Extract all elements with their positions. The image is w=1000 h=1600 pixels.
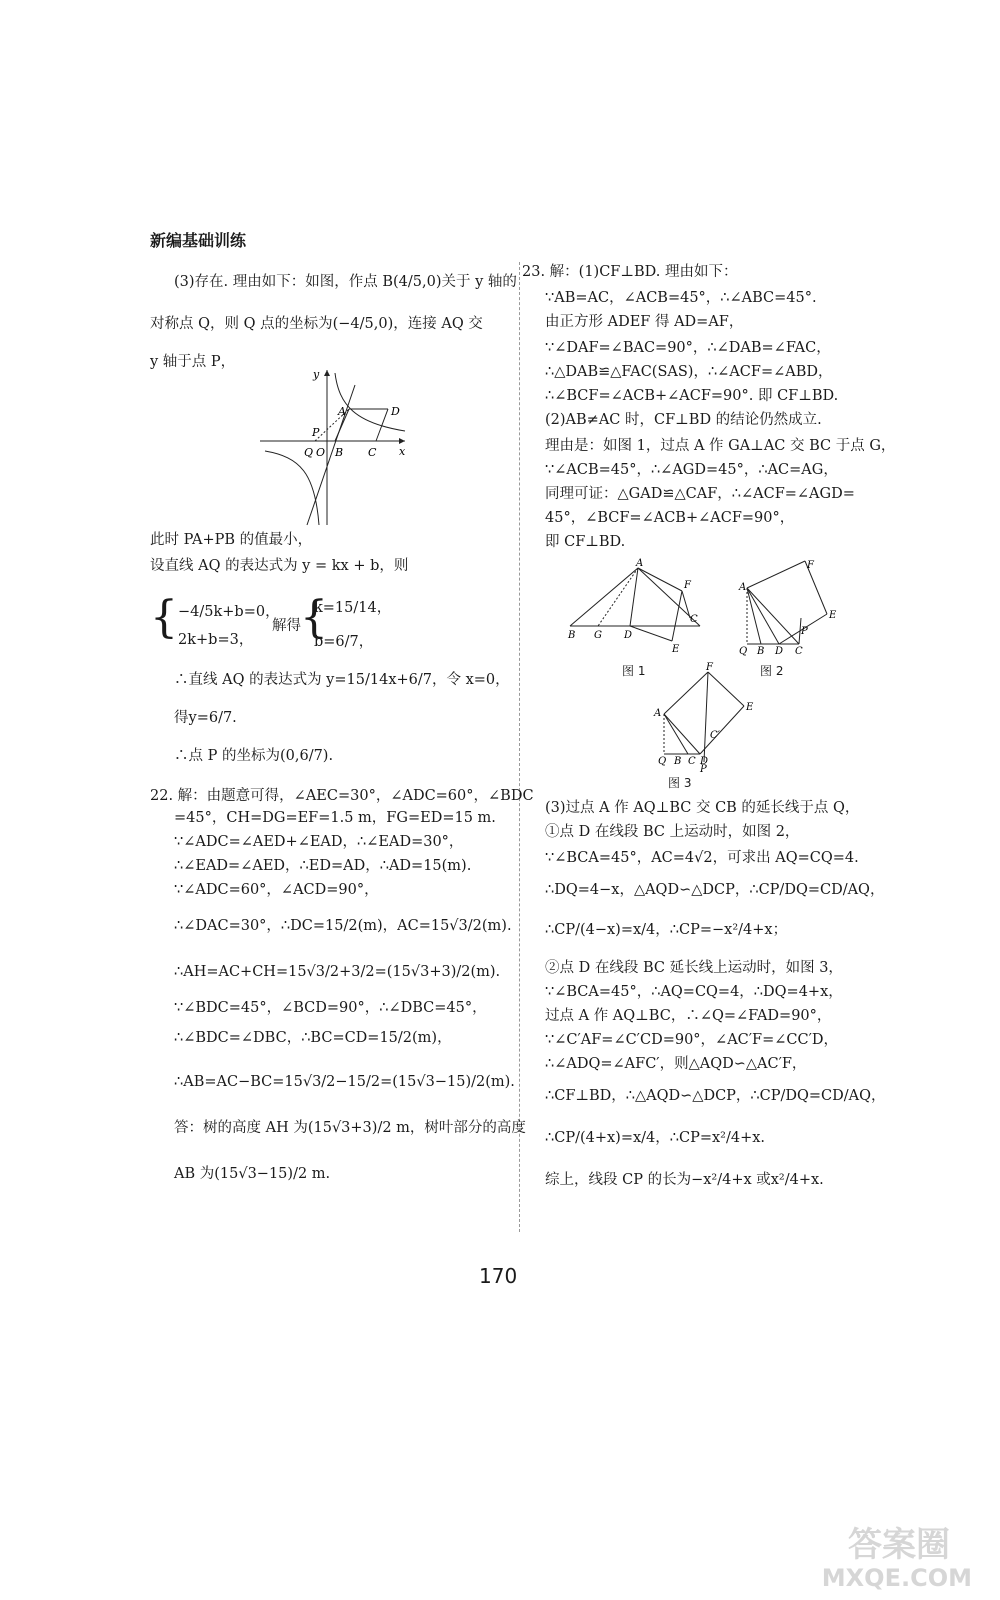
column-divider [519,262,520,1232]
fig-label-c: C [368,446,377,459]
q23b-line-9: ∵∠C′AF=∠C′CD=90°，∠AC′F=∠CC′D， [545,1032,839,1048]
q23-line-8: 理由是：如图 1，过点 A 作 GA⊥AC 交 BC 于点 G， [545,438,896,454]
figure-3-caption: 图 3 [668,776,692,790]
page-number: 170 [479,1264,518,1288]
q23b-line-11: ∴CF⊥BD，∴△AQD∽△DCP，∴CP/DQ=CD/AQ， [545,1088,886,1104]
svg-text:E: E [829,610,837,621]
svg-text:B: B [757,646,765,656]
left-line-6: ∴直线 AQ 的表达式为 y=15/14x+6/7，令 x=0， [174,672,510,688]
q22-line-5: ∵∠ADC=60°，∠ACD=90°， [174,882,379,898]
svg-text:G: G [594,630,602,641]
fig-label-y: y [313,368,320,381]
svg-text:F: F [684,580,691,591]
q23b-line-4: ∴DQ=4−x，△AQD∽△DCP，∴CP/DQ=CD/AQ， [545,882,885,898]
svg-text:Q: Q [739,646,748,656]
watermark-url: MXQE.COM [821,1564,972,1592]
svg-text:F: F [807,560,814,571]
q23-line-1: 23. 解：(1)CF⊥BD. 理由如下： [522,264,738,280]
q22-line-7: ∴AH=AC+CH=15√3/2+3/2=(15√3+3)/2(m). [174,964,501,980]
svg-text:B: B [674,756,682,767]
svg-text:P: P [700,764,707,772]
svg-text:C: C [690,614,698,625]
figure-2 [735,556,845,656]
q23-line-3: 由正方形 ADEF 得 AD=AF， [545,314,744,330]
q22-line-2: =45°，CH=DG=EF=1.5 m，FG=ED=15 m. [174,810,496,826]
equation-brace-right: { [300,592,328,643]
svg-text:A: A [654,708,662,719]
page-header-title: 新编基础训练 [150,231,247,250]
fig-label-o: O [316,446,326,459]
svg-text:D: D [775,646,784,656]
svg-text:A: A [739,582,747,593]
svg-text:E: E [746,702,754,713]
q23b-line-13: 综上，线段 CP 的长为−x²/4+x 或x²/4+x. [545,1172,824,1188]
q23b-line-12: ∴CP/(4+x)=x/4，∴CP=x²/4+x. [545,1130,766,1146]
q22-line-3: ∵∠ADC=∠AED+∠EAD，∴∠EAD=30°， [174,834,464,850]
q22-line-4: ∴∠EAD=∠AED，∴ED=AD，∴AD=15(m). [174,858,472,874]
q23b-line-2: ①点 D 在线段 BC 上运动时，如图 2， [545,824,800,840]
svg-text:C′: C′ [710,730,720,741]
equation-brace-left: { [150,592,178,643]
left-line-3: y 轴于点 P， [150,354,236,370]
q23-line-7: (2)AB≠AC 时，CF⊥BD 的结论仍然成立. [545,412,822,428]
watermark-logo: 答案圈 [848,1525,950,1565]
left-line-5: 设直线 AQ 的表达式为 y = kx + b，则 [150,558,409,574]
fig-label-a: A [338,405,346,418]
q23-line-5: ∴△DAB≌△FAC(SAS)，∴∠ACF=∠ABD， [545,364,833,380]
q23-line-10: 同理可证：△GAD≌△CAF，∴∠ACF=∠AGD= [545,486,855,502]
q23-line-2: ∵AB=AC，∠ACB=45°，∴∠ABC=45°. [545,290,817,306]
svg-text:C: C [688,756,696,767]
solve-label: 解得 [272,618,301,634]
q22-line-9: ∴∠BDC=∠DBC，∴BC=CD=15/2(m)， [174,1030,452,1046]
q23b-line-8: 过点 A 作 AQ⊥BC，∴∠Q=∠FAD=90°， [545,1008,832,1024]
left-line-8: ∴点 P 的坐标为(0,6/7). [174,748,334,764]
fig-label-q: Q [304,446,314,459]
q23-line-4: ∵∠DAF=∠BAC=90°，∴∠DAB=∠FAC， [545,340,831,356]
svg-text:D: D [700,756,709,767]
equation-2: 2k+b=3， [178,632,254,648]
coordinate-figure [255,365,415,530]
svg-text:D: D [624,630,633,641]
svg-text:B: B [568,630,576,641]
svg-text:P: P [801,626,808,637]
solution-2: b=6/7， [314,634,374,650]
figure-1-caption: 图 1 [622,664,646,678]
left-line-4: 此时 PA+PB 的值最小， [150,532,313,548]
q22-line-11: 答：树的高度 AH 为(15√3+3)/2 m，树叶部分的高度 [174,1120,526,1136]
left-line-1: (3)存在. 理由如下：如图，作点 B(4/5,0)关于 y 轴的 [174,274,517,290]
fig-label-p: P [312,426,320,439]
q23-line-12: 即 CF⊥BD. [545,534,626,550]
q22-line-1: 22. 解：由题意可得，∠AEC=30°，∠ADC=60°，∠BDC [150,788,534,804]
q23-line-9: ∵∠ACB=45°，∴∠AGD=45°，∴AC=AG， [545,462,838,478]
q23-line-11: 45°，∠BCF=∠ACB+∠ACF=90°， [545,510,795,526]
q23b-line-3: ∵∠BCA=45°，AC=4√2，可求出 AQ=CQ=4. [545,850,859,866]
figure-1 [560,556,720,656]
svg-text:A: A [636,558,644,569]
q22-line-12: AB 为(15√3−15)/2 m. [174,1166,331,1182]
svg-text:F: F [706,662,713,673]
svg-text:E: E [672,644,680,655]
q23b-line-1: (3)过点 A 作 AQ⊥BC 交 CB 的延长线于点 Q， [545,800,860,816]
equation-1: −4/5k+b=0， [178,604,280,620]
left-line-7: 得y=6/7. [174,710,237,726]
fig-label-x: x [399,445,406,458]
fig-label-d: D [391,405,400,418]
q22-line-6: ∴∠DAC=30°，∴DC=15/2(m)，AC=15√3/2(m). [174,918,512,934]
figure-2-caption: 图 2 [760,664,784,678]
q23b-line-5: ∴CP/(4−x)=x/4，∴CP=−x²/4+x； [545,922,788,938]
solution-1: k=15/14， [314,600,392,616]
q23b-line-7: ∵∠BCA=45°，∴AQ=CQ=4，∴DQ=4+x， [545,984,843,1000]
figure-3 [652,662,762,772]
q22-line-10: ∴AB=AC−BC=15√3/2−15/2=(15√3−15)/2(m). [174,1074,515,1090]
q23b-line-10: ∴∠ADQ=∠AFC′，则△AQD∽△AC′F， [545,1056,807,1072]
svg-text:Q: Q [658,756,667,767]
q23-line-6: ∴∠BCF=∠ACB+∠ACF=90°. 即 CF⊥BD. [545,388,839,404]
fig-label-b: B [335,446,344,459]
left-line-2: 对称点 Q，则 Q 点的坐标为(−4/5,0)，连接 AQ 交 [150,316,483,332]
q22-line-8: ∵∠BDC=45°，∠BCD=90°，∴∠DBC=45°， [174,1000,487,1016]
q23b-line-6: ②点 D 在线段 BC 延长线上运动时，如图 3， [545,960,843,976]
svg-text:C: C [795,646,803,656]
